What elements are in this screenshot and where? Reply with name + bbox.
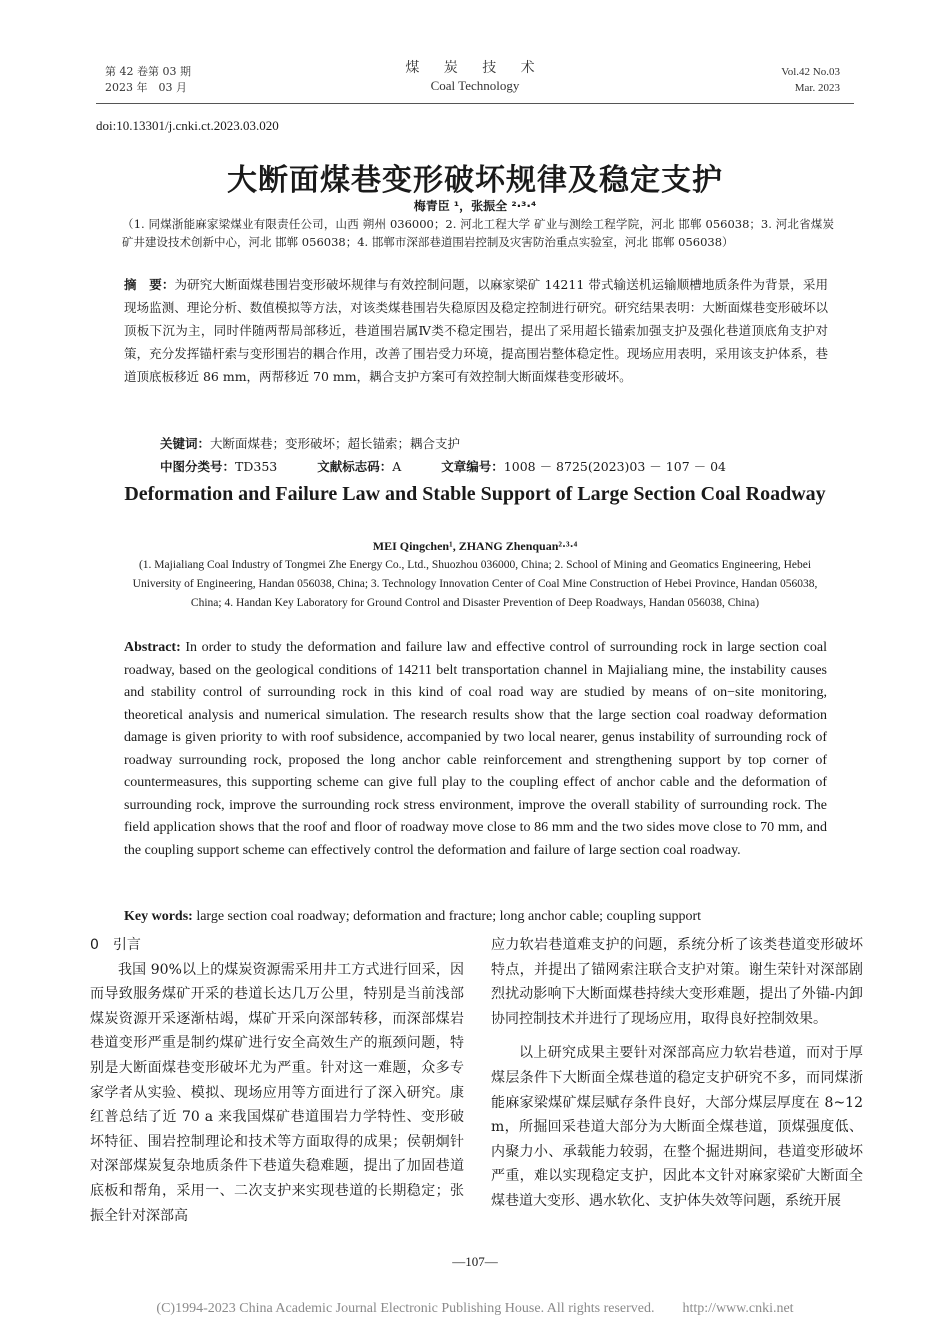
body-column-left (90, 933, 464, 1228)
keywords-en (124, 909, 701, 925)
abstract-zh-label: 摘 要： (124, 277, 175, 292)
clc-label: 中图分类号： (160, 459, 236, 474)
abstract-en-label: Abstract: (124, 640, 181, 655)
header-date-zh: 2023 年 03 月 (105, 81, 187, 94)
header-date-en: Mar. 2023 (794, 82, 840, 94)
section-heading-introduction: 0 引言 (90, 937, 141, 953)
affiliations-zh: （1. 同煤浙能麻家梁煤业有限责任公司，山西 朔州 036000；2. 河北工程大学 矿业与测绘工程学院，河北 邯郸 056038；3. 河北省煤炭矿井建设技术创新中心，河北 邯郸 056038；4. 邯郸市深部巷道围岩控制及灾害防治重点实验室，河北 邯郸 056038） (122, 217, 834, 249)
doc-code-label: 文献标志码： (317, 459, 393, 474)
intro-paragraph-1-continued: 应力软岩巷道难支护的问题，系统分析了该类巷道变形破坏特点，并提出了锚网索注联合支护对策。谢生荣针对深部剧烈扰动影响下大断面煤巷持续大变形难题，提出了外锚-内卸协同控制技术并进行了现场应用，取得良好控制效果。 (491, 937, 863, 1027)
intro-paragraph-2: 以上研究成果主要针对深部高应力软岩巷道，而对于厚煤层条件下大断面全煤巷道的稳定支护研究不多，而同煤浙能麻家梁煤矿煤层赋存条件良好，大部分煤层厚度在 8~12 m，所掘回采巷道大部分为大断面全煤巷道，顶煤强度低、内聚力小、承载能力较弱，在整个掘进期间，巷道变形破坏严重，难以实现稳定支护，因此本文针对麻家梁矿大断面全煤巷道大变形、遇水软化、支护体失效等问题，系统开展 (491, 1045, 863, 1209)
abstract-zh (124, 273, 828, 388)
abstract-zh-text: 为研究大断面煤巷围岩变形破坏规律与有效控制问题，以麻家梁矿 14211 带式输送机运输顺槽地质条件为背景，采用现场监测、理论分析、数值模拟等方法，对该类煤巷围岩失稳原因及稳定控制进行研究。研究结果表明：大断面煤巷变形破坏以顶板下沉为主，同时伴随两帮局部移近，巷道围岩属Ⅳ类不稳定围岩，提出了采用超长锚索加强支护及强化巷道顶底角支护对策，充分发挥锚杆索与变形围岩的耦合作用，改善了围岩受力环境，提高围岩整体稳定性。现场应用表明，采用该支护体系，巷道顶底板移近 86 mm，两帮移近 70 mm，耦合支护方案可有效控制大断面煤巷变形破坏。 (124, 277, 828, 384)
authors-zh: 梅青臣 ¹，张振全 ²·³·⁴ (413, 199, 537, 213)
abstract-en (124, 637, 827, 862)
doc-code-value: A (392, 459, 402, 474)
page-number: —107— (452, 1254, 498, 1269)
header-divider (96, 103, 854, 104)
keywords-zh-label: 关键词： (160, 436, 211, 451)
keywords-en-text: large section coal roadway; deformation and fracture; long anchor cable; coupling support (196, 909, 702, 924)
article-no-label: 文章编号： (441, 459, 504, 474)
header-volume-en: Vol.42 No.03 (781, 66, 840, 78)
body-column-right (491, 933, 863, 1214)
intro-paragraph-1: 我国 90%以上的煤炭资源需采用井工方式进行回采，因而导致服务煤矿开采的巷道长达几万公里，特别是当前浅部煤炭资源开采逐渐枯竭，煤矿开采向深部转移，而深部煤岩巷道变形严重是制约煤矿进行安全高效生产的瓶颈问题，特别是大断面煤巷变形破坏尤为严重。针对这一难题，众多专家学者从实验、模拟、现场应用等方面进行了深入研究。康红普总结了近 70 a 来我国煤矿巷道围岩力学特性、变形破坏特征、围岩控制理论和技术等方面取得的成果；侯朝炯针对深部煤炭复杂地质条件下巷道失稳难题，提出了加固巷道底板和帮角，采用一、二次支护来实现巷道的长期稳定；张振全针对深部高 (90, 961, 464, 1224)
affiliations-en: (1. Majialiang Coal Industry of Tongmei Zhe Energy Co., Ltd., Shuozhou 036000, China; 2. School of Mining and Geomatics Engineering, Hebei University of Engineering, Handan 056038, China; 3. Technology Innovation Center of Coal Mine Construction of Hebei Province, Handan 056038, China; 4. Handan Key Laboratory for Ground Control and Disaster Prevention of Deep Roadways, Handan 056038, China) (132, 559, 818, 609)
article-no-value: 1008 － 8725(2023)03 － 107 － 04 (503, 459, 726, 474)
journal-name-en: Coal Technology (430, 78, 520, 93)
clc-value: TD353 (235, 459, 278, 474)
journal-issue-en (781, 64, 840, 96)
authors-en: MEI Qingchen¹, ZHANG Zhenquan²·³·⁴ (372, 539, 578, 553)
classification-line (160, 457, 726, 475)
paper-title-en: Deformation and Failure Law and Stable Support of Large Section Coal Roadway (124, 483, 826, 505)
paper-title-zh: 大断面煤巷变形破坏规律及稳定支护 (227, 163, 723, 198)
keywords-zh (160, 434, 460, 452)
abstract-en-text: In order to study the deformation and failure law and effective control of surrounding rock in large section coal roadway, based on the geological conditions of 14211 belt transportation channel in Majialiang mine, the instability causes and stability control of surrounding rock in this kind of coal road way are studied by means of on−site monitoring, theoretical analysis and numerical simulation. The research results show that the large section coal roadway deformation damage is given priority to with roof subsidence, accompanied by two local nearer, genus instability of surrounding rock of roadway surrounding rock, proposed the long anchor cable reinforcement and strengthening support by top corner of countermeasures, this supporting scheme can give full play to the coupling effect of anchor cable and the deformation of surrounding rock, improve the surrounding rock stress environment, improve the overall stability of surrounding rock. The field application shows that the roof and floor of roadway move close to 86 mm and the two sides move close to 70 mm, and the coupling support scheme can effectively control the deformation and failure of large section coal roadway. (124, 640, 827, 858)
copyright-footer: (C)1994-2023 China Academic Journal Electronic Publishing House. All rights reserved. http://www.cnki.net (156, 1301, 794, 1316)
keywords-zh-text: 大断面煤巷；变形破坏；超长锚索；耦合支护 (210, 436, 461, 451)
header-volume-zh: 第 42 卷第 03 期 (105, 65, 191, 78)
journal-name-zh: 煤 炭 技 术 (405, 60, 545, 76)
keywords-en-label: Key words: (124, 909, 193, 924)
doi: doi:10.13301/j.cnki.ct.2023.03.020 (96, 118, 279, 133)
